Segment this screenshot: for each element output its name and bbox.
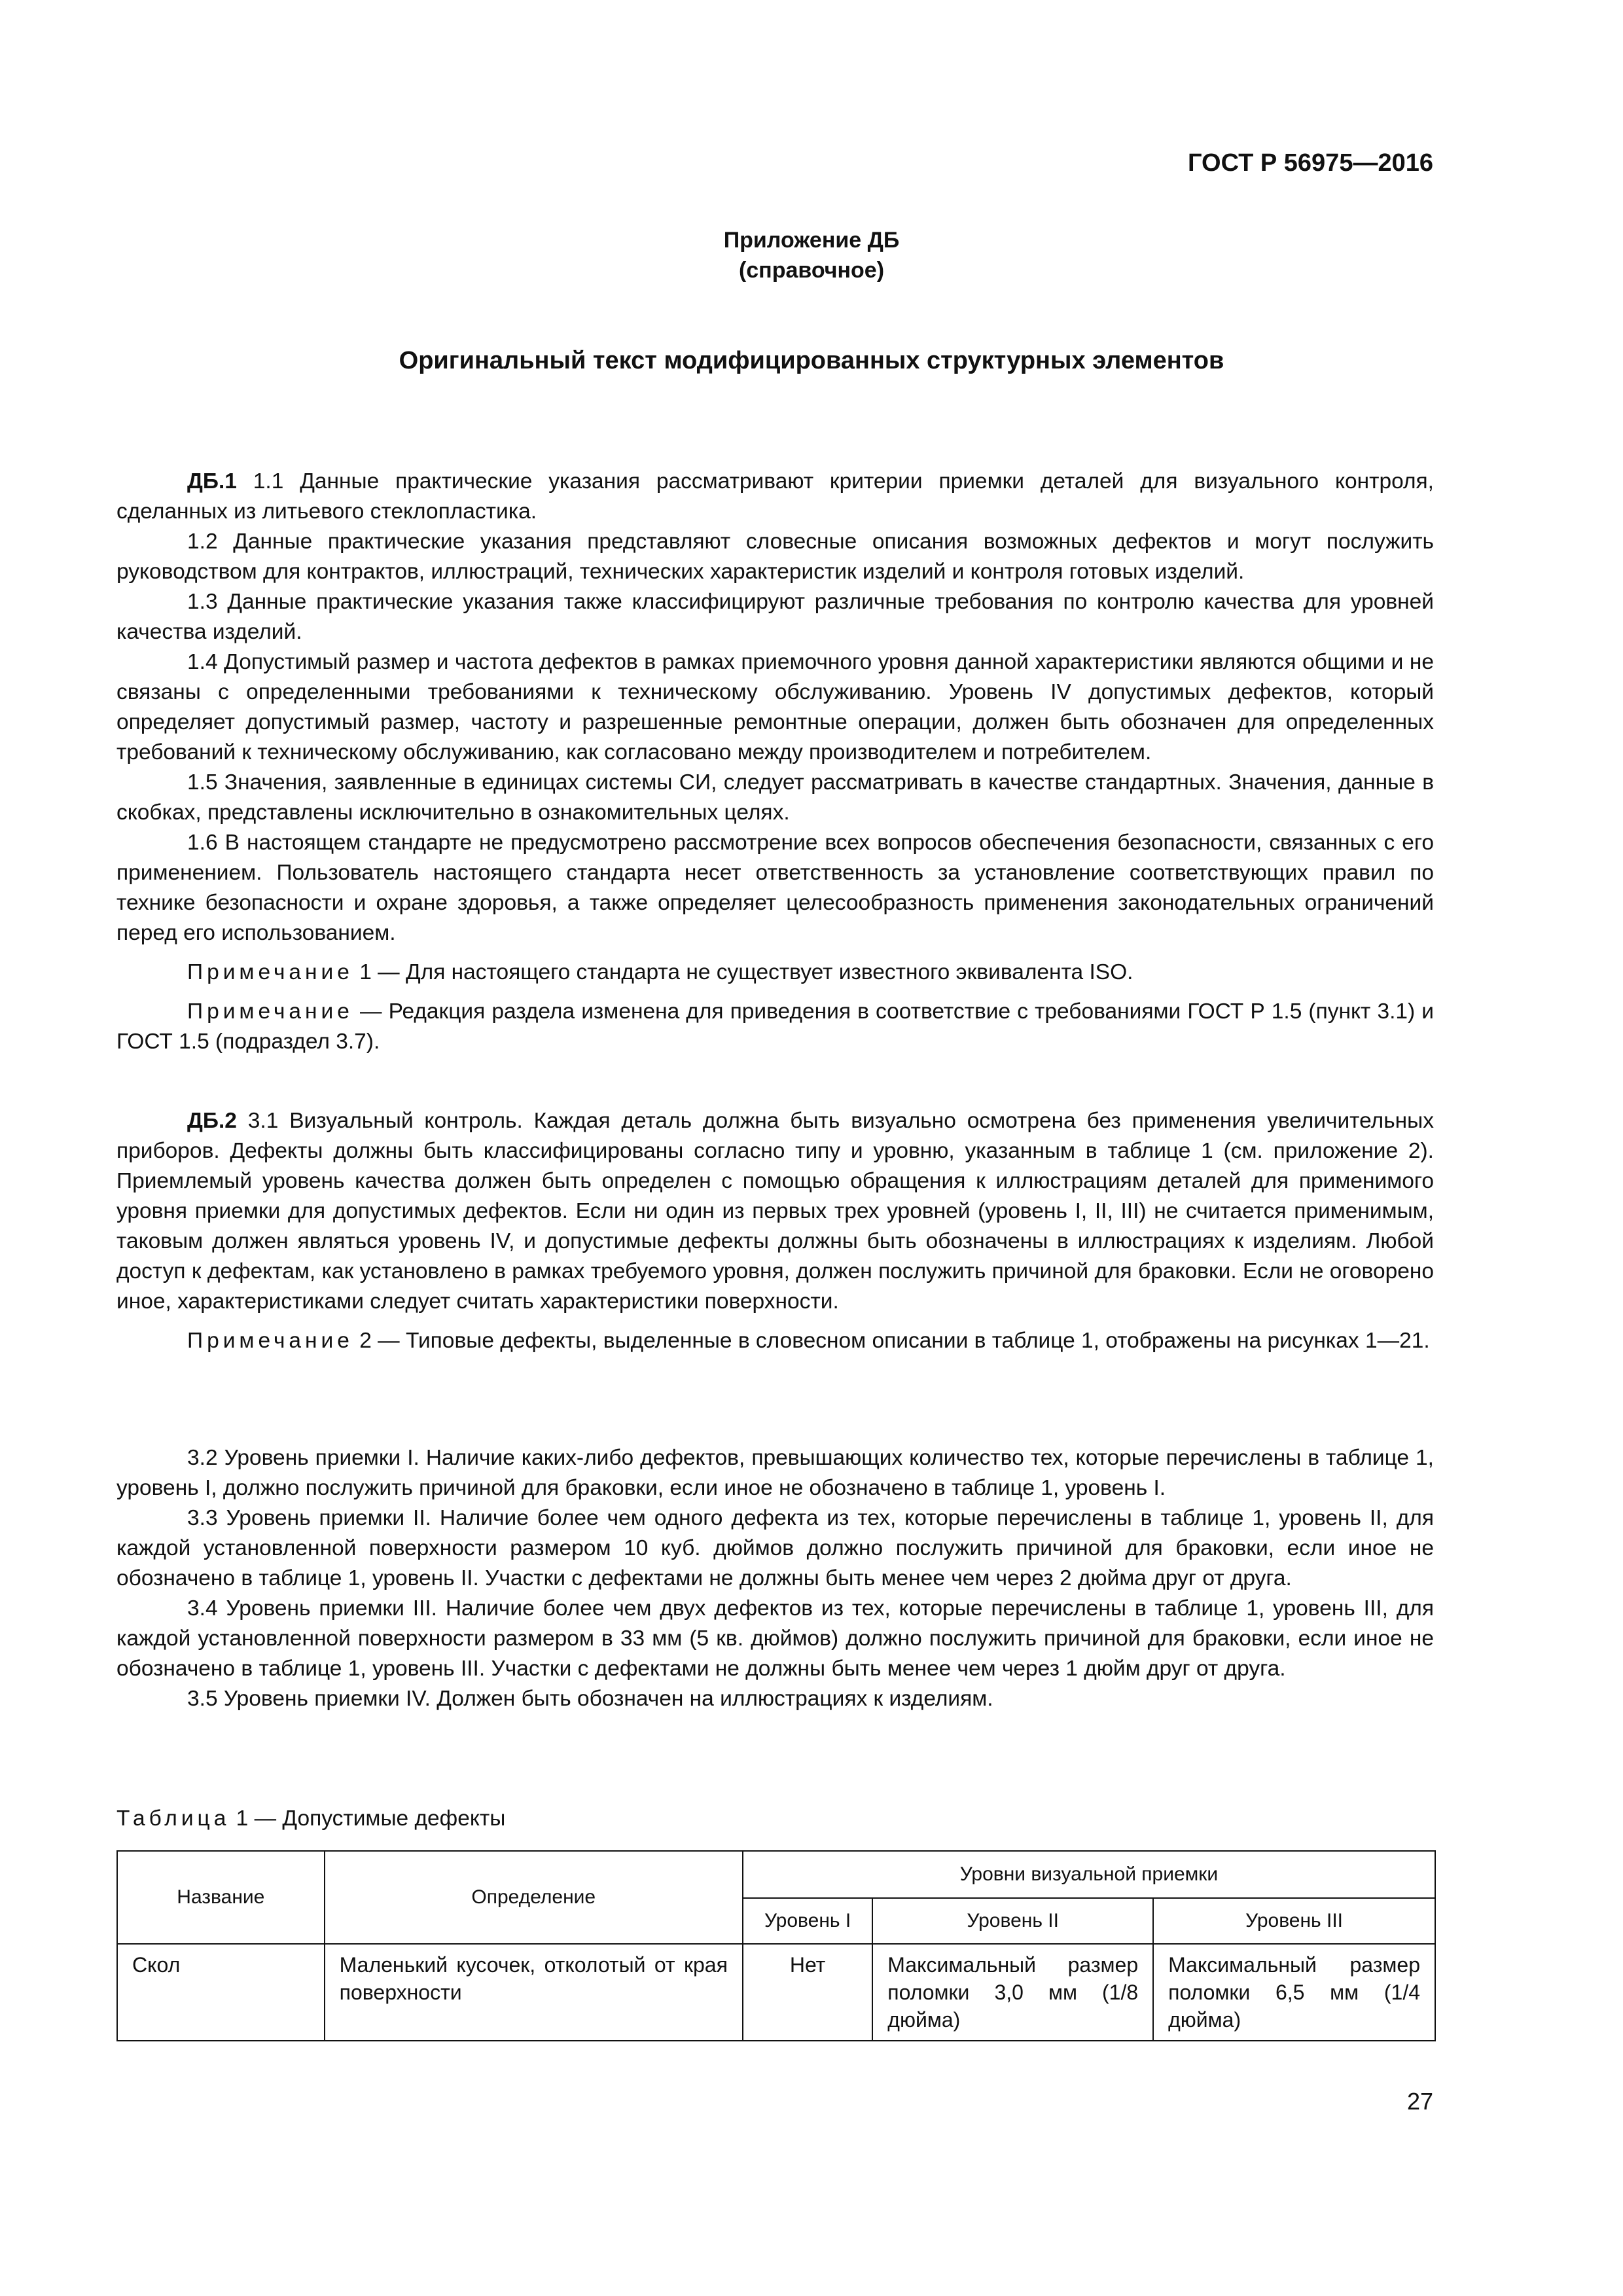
column-header-level-1: Уровень I (743, 1898, 872, 1944)
cell-level-3: Максимальный размер поломки 6,5 мм (1/4 дюйма) (1153, 1944, 1435, 2041)
table-row (117, 1944, 1435, 2041)
note: Примечание — Редакция раздела изменена для приведения в соответствие с требованиями ГОСТ Р 1.5 (пункт 3.1) и ГОСТ 1.5 (подраздел 3.7). (116, 999, 1434, 1054)
note-label: Примечание (187, 1329, 353, 1353)
clause-label: ДБ.1 (187, 469, 237, 493)
table-caption: Таблица 1 — Допустимые дефекты (116, 1806, 506, 1831)
clause-label: ДБ.2 (187, 1109, 237, 1133)
paragraph: 1.4 Допустимый размер и частота дефектов в рамках приемочного уровня данной характеристики являются общими и не связаны с определенными требованиями к техническому обслуживанию. Уровень IV допустимых дефектов, который определяет допустимый размер, частоту и разрешенные ремонтные операции, должен быть обозначен для определенных требований к техническому обслуживанию, как согласовано между производителем и потребителем. (116, 650, 1434, 764)
clause-db2 (116, 1106, 1434, 1365)
note-label: Примечание (187, 960, 353, 984)
cell-definition: Маленький кусочек, отколотый от края поверхности (325, 1944, 743, 2041)
section-title: Оригинальный текст модифицированных структурных элементов (399, 347, 1224, 374)
appendix-heading (0, 225, 1623, 285)
paragraph: 1.2 Данные практические указания представляют словесные описания возможных дефектов и могут послужить руководством для контрактов, иллюстраций, технических характеристик изделий и контроля готовых изделий. (116, 529, 1434, 584)
page-number: 27 (1406, 2088, 1433, 2115)
note-label: Примечание (187, 999, 353, 1024)
clause-db1 (116, 467, 1434, 1066)
cell-name: Скол (117, 1944, 325, 2041)
note: Примечание 2 — Типовые дефекты, выделенные в словесном описании в таблице 1, отображены на рисунках 1—21. (187, 1329, 1430, 1353)
standard-number: ГОСТ Р 56975—2016 (1188, 149, 1433, 177)
column-header-levels: Уровни визуальной приемки (743, 1851, 1435, 1898)
cell-level-2: Максимальный размер поломки 3,0 мм (1/8 дюйма) (872, 1944, 1153, 2041)
paragraph: 3.2 Уровень приемки I. Наличие каких-либо дефектов, превышающих количество тех, которые перечислены в таблице 1, уровень I, должно послужить причиной для браковки, если иное не обозначено в таблице 1, уровень I. (116, 1446, 1434, 1500)
cell-level-1: Нет (743, 1944, 872, 2041)
paragraph: 1.3 Данные практические указания также классифицируют различные требования по контролю качества для уровней качества изделий. (116, 590, 1434, 644)
column-header-definition: Определение (325, 1851, 743, 1944)
column-header-level-3: Уровень III (1153, 1898, 1435, 1944)
paragraph: 1.5 Значения, заявленные в единицах системы СИ, следует рассматривать в качестве стандартных. Значения, данные в скобках, представлены исключительно в ознакомительных целях. (116, 770, 1434, 825)
paragraph: ДБ.2 3.1 Визуальный контроль. Каждая деталь должна быть визуально осмотрена без применения увеличительных приборов. Дефекты должны быть классифицированы согласно типу и уровню, указанным в таблице 1 (см. приложение 2). Приемлемый уровень качества должен быть определен с помощью обращения к иллюстрациям деталей для применимого уровня приемки для допустимых дефектов. Если ни один из первых трех уровней (уровень I, II, III) не считается применимым, таковым должен являться уровень IV, и допустимые дефекты должны быть обозначены в иллюстрациях к изделиям. Любой доступ к дефектам, как установлено в рамках требуемого уровня, должен послужить причиной для браковки. Если не оговорено иное, характеристиками следует считать характеристики поверхности. (116, 1109, 1435, 1314)
appendix-subtitle: (справочное) (738, 258, 885, 283)
paragraph: 1.6 В настоящем стандарте не предусмотрено рассмотрение всех вопросов обеспечения безопасности, связанных с его применением. Пользователь настоящего стандарта несет ответственность за установление соответствующих правил по технике безопасности и охране здоровья, а также определяет целесообразность применения законодательных ограничений перед его использованием. (116, 831, 1434, 945)
note: Примечание 1 — Для настоящего стандарта не существует известного эквивалента ISO. (187, 960, 1133, 984)
paragraph: 3.4 Уровень приемки III. Наличие более чем двух дефектов из тех, которые перечислены в таблице 1, уровень III, для каждой установленной поверхности размером в 33 мм (5 кв. дюймов) должно послужить причиной для браковки, если иное не обозначено в таблице 1, уровень III. Участки с дефектами не должны быть менее чем через 1 дюйм друг от друга. (116, 1596, 1434, 1681)
appendix-title: Приложение ДБ (723, 228, 900, 253)
acceptance-levels (116, 1443, 1434, 1714)
paragraph: 3.5 Уровень приемки IV. Должен быть обозначен на иллюстрациях к изделиям. (187, 1687, 993, 1711)
column-header-level-2: Уровень II (872, 1898, 1153, 1944)
defects-table (116, 1850, 1436, 2041)
paragraph: ДБ.1 1.1 Данные практические указания рассматривают критерии приемки деталей для визуального контроля, сделанных из литьевого стеклопластика. (116, 469, 1434, 524)
column-header-name: Название (117, 1851, 325, 1944)
paragraph: 3.3 Уровень приемки II. Наличие более чем одного дефекта из тех, которые перечислены в таблице 1, уровень II, для каждой установленной поверхности размером 10 куб. дюймов должно послужить причиной для браковки, если иное не обозначено в таблице 1, уровень II. Участки с дефектами не должны быть менее чем через 2 дюйма друг от друга. (116, 1506, 1434, 1590)
